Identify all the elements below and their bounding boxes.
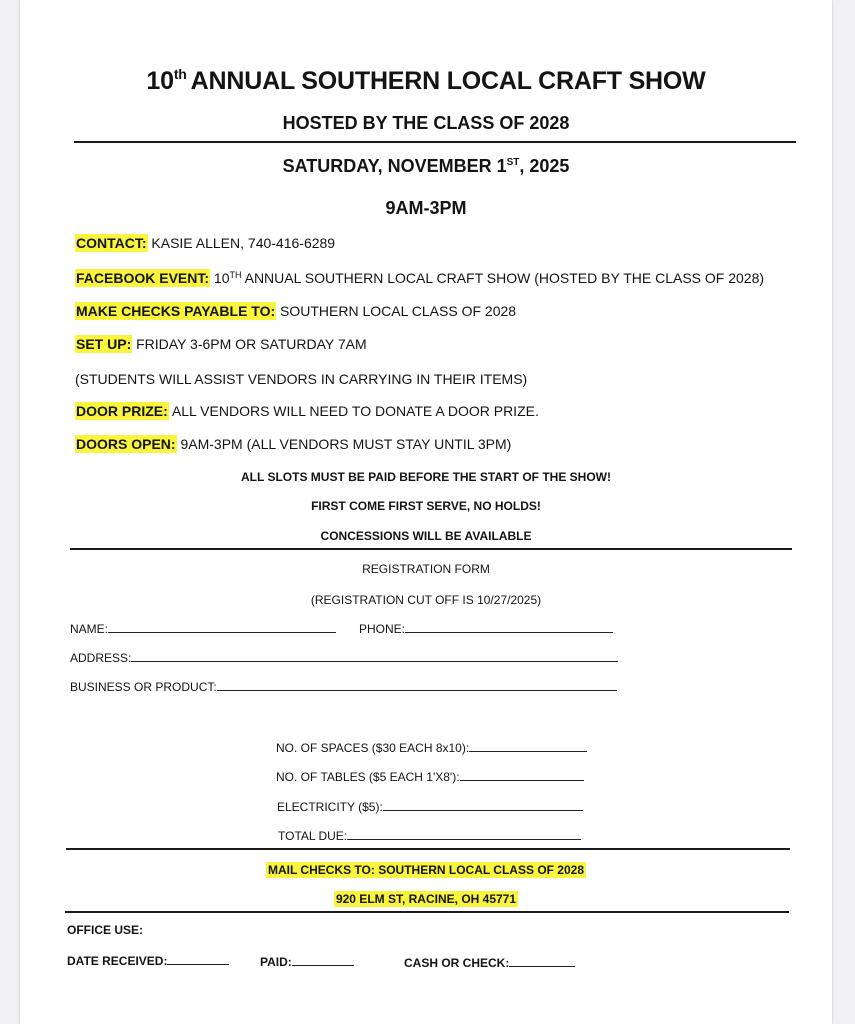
mail-address-line: 920 ELM ST, RACINE, OH 45771 [335, 892, 517, 906]
mail-to-line: MAIL CHECKS TO: SOUTHERN LOCAL CLASS OF 2028 [267, 863, 585, 877]
notice-first-come: FIRST COME FIRST SERVE, NO HOLDS! [311, 499, 541, 513]
form-heading: REGISTRATION FORM [362, 562, 490, 576]
event-date: SATURDAY, NOVEMBER 1ST, 2025 [282, 156, 570, 176]
cash-or-check-field[interactable]: CASH OR CHECK: [404, 955, 575, 970]
page-title: 10th ANNUAL SOUTHERN LOCAL CRAFT SHOW [146, 66, 706, 95]
divider [66, 848, 790, 850]
notice-concessions: CONCESSIONS WILL BE AVAILABLE [320, 529, 532, 543]
hosted-by: HOSTED BY THE CLASS OF 2028 [282, 113, 570, 133]
divider [74, 141, 796, 143]
divider [70, 548, 792, 550]
checks-line: MAKE CHECKS PAYABLE TO: SOUTHERN LOCAL CLASS OF 2028 [76, 303, 517, 319]
setup-line: SET UP: FRIDAY 3-6PM OR SATURDAY 7AM [76, 336, 367, 352]
event-time: 9AM-3PM [385, 198, 467, 218]
total-due-field[interactable]: TOTAL DUE: [278, 828, 581, 843]
doors-open-line: DOORS OPEN: 9AM-3PM (ALL VENDORS MUST STAY UNTIL 3PM) [76, 436, 512, 452]
phone-field[interactable]: PHONE: [359, 621, 613, 636]
paid-field[interactable]: PAID: [260, 954, 354, 969]
students-note: (STUDENTS WILL ASSIST VENDORS IN CARRYING IN THEIR ITEMS) [75, 371, 528, 387]
door-prize-line: DOOR PRIZE: ALL VENDORS WILL NEED TO DONATE A DOOR PRIZE. [76, 403, 539, 419]
divider [65, 911, 789, 913]
date-received-field[interactable]: DATE RECEIVED: [67, 953, 229, 968]
office-use-heading: OFFICE USE: [67, 923, 144, 937]
electricity-field[interactable]: ELECTRICITY ($5): [277, 799, 583, 814]
tables-field[interactable]: NO. OF TABLES ($5 EACH 1'X8'): [276, 769, 584, 784]
name-field[interactable]: NAME: [70, 621, 336, 636]
form-cutoff: (REGISTRATION CUT OFF IS 10/27/2025) [310, 593, 542, 607]
facebook-line: FACEBOOK EVENT: 10TH ANNUAL SOUTHERN LOCAL CRAFT SHOW (HOSTED BY THE CLASS OF 2028) [76, 270, 765, 286]
contact-line: CONTACT: KASIE ALLEN, 740-416-6289 [76, 235, 336, 251]
business-field[interactable]: BUSINESS OR PRODUCT: [70, 679, 617, 694]
flyer-page [20, 0, 832, 1024]
spaces-field[interactable]: NO. OF SPACES ($30 EACH 8x10): [276, 740, 587, 755]
notice-paid: ALL SLOTS MUST BE PAID BEFORE THE START OF THE SHOW! [241, 470, 611, 484]
address-field[interactable]: ADDRESS: [70, 650, 618, 665]
